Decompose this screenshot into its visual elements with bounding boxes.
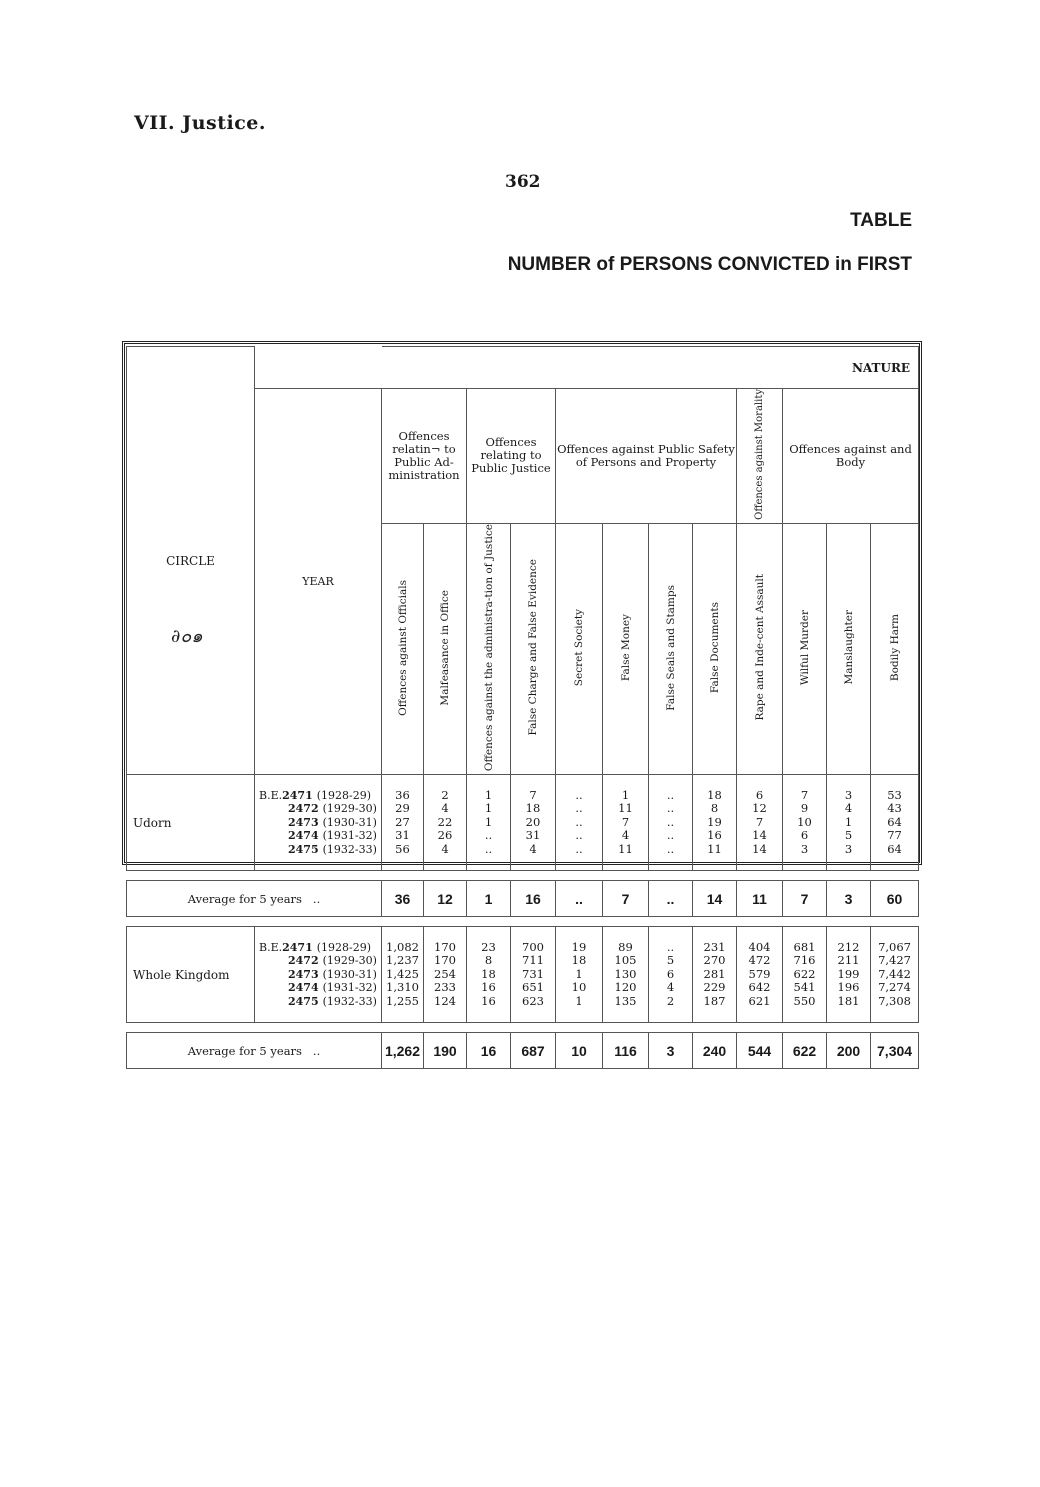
table-cell: ..: [575, 814, 583, 829]
table-cell: 4: [844, 801, 853, 816]
table-cell: 170: [434, 953, 456, 968]
table-cell: 541: [793, 980, 816, 995]
table-cell: 1: [575, 966, 583, 981]
year-line: [259, 843, 381, 857]
average-cell: 116: [603, 1033, 649, 1069]
table-cell: 43: [887, 801, 902, 816]
average-cell: 3: [827, 881, 871, 917]
table-cell: 27: [395, 814, 410, 829]
column-header-label: Rape and Inde-cent Assault: [753, 574, 766, 721]
table-cell: 18: [571, 953, 587, 968]
table-cell: 642: [748, 980, 771, 995]
group-body: Offences against and Body: [783, 389, 919, 524]
year-list: [255, 775, 382, 871]
year-line: [259, 829, 381, 843]
table-cell: 3: [800, 841, 809, 856]
table-cell: 5: [666, 953, 675, 968]
table-cell: 229: [703, 980, 726, 995]
column-header-label: Wilful Murder: [798, 609, 811, 685]
table-cell: 170: [434, 939, 456, 954]
table-cell: 124: [434, 993, 456, 1008]
year-line: [259, 802, 381, 816]
column-header-label: Secret Society: [573, 608, 585, 687]
column-header-label: False Documents: [708, 601, 721, 693]
year-year: 2475: [288, 994, 319, 1008]
table-cell: 3: [844, 841, 853, 856]
table-cell: 731: [522, 966, 544, 981]
average-label: Average for 5 years ..: [127, 881, 382, 917]
average-cell: 7: [603, 881, 649, 917]
average-cell: 14: [693, 881, 737, 917]
average-cell: 11: [737, 881, 783, 917]
table-cell: 2: [441, 787, 449, 802]
table-cell: 16: [707, 828, 722, 843]
table-cell: 1,255: [386, 993, 419, 1008]
table-cell: 29: [395, 801, 410, 816]
table-cell: 270: [703, 953, 726, 968]
group-public-safety: Offences against Public Safety of Persons and Property: [556, 389, 737, 524]
column-header: [783, 523, 827, 774]
table-cell: 9: [800, 801, 809, 816]
table-cell: 281: [703, 966, 726, 981]
table-cell: 6: [800, 828, 809, 843]
table-cell: 105: [614, 953, 637, 968]
value-column: [556, 775, 603, 871]
column-header: [693, 523, 737, 774]
year-prefix: B.E.: [259, 940, 283, 954]
column-header: [871, 523, 919, 774]
table-cell: 19: [707, 814, 722, 829]
year-range: (1931-32): [322, 981, 377, 995]
year-range: (1928-29): [316, 940, 372, 954]
table-cell: 199: [837, 966, 860, 981]
table-cell: 18: [707, 787, 722, 802]
column-header: [382, 523, 424, 774]
year-year: 2472: [288, 802, 319, 816]
table-cell: 579: [748, 966, 771, 981]
year-year: 2474: [288, 829, 319, 843]
table-cell: ..: [575, 787, 583, 802]
average-cell: 687: [511, 1033, 556, 1069]
table-cell: 1,237: [386, 953, 419, 968]
average-cell: 622: [783, 1033, 827, 1069]
year-year: 2471: [282, 940, 313, 954]
column-header-label: False Charge and False Evidence: [527, 559, 539, 736]
value-column: [467, 927, 511, 1023]
average-cell: 240: [693, 1033, 737, 1069]
column-header: [556, 523, 603, 774]
table-cell: 120: [614, 980, 637, 995]
table-cell: 711: [522, 953, 544, 968]
table-cell: 3: [844, 787, 853, 802]
group-public-justice: Offences relating to Public Justice: [467, 389, 556, 524]
group-morality: Offences against Morality: [753, 389, 765, 520]
column-header-label: False Money: [619, 613, 632, 681]
table-cell: 8: [710, 801, 719, 816]
table-cell: 19: [571, 939, 587, 954]
average-cell: 16: [511, 881, 556, 917]
table-cell: 130: [614, 966, 637, 981]
table-cell: 12: [752, 801, 767, 816]
table-cell: 31: [525, 828, 541, 843]
value-column: [827, 927, 871, 1023]
section-gap: [127, 1023, 919, 1033]
table-cell: 211: [837, 953, 860, 968]
year-prefix: B.E.: [259, 788, 283, 802]
table-cell: 20: [525, 814, 541, 829]
table-row: [127, 927, 919, 1023]
table-cell: 89: [618, 939, 633, 954]
year-header: YEAR: [255, 389, 382, 775]
year-year: 2473: [288, 967, 319, 981]
table-cell: ..: [484, 841, 493, 856]
table-cell: 681: [793, 939, 816, 954]
table-cell: 1,310: [386, 980, 419, 995]
column-header-label: Offences against the administra-tion of Justice: [482, 523, 495, 771]
year-line: [259, 968, 381, 982]
table-cell: 135: [614, 993, 637, 1008]
column-header: [603, 523, 649, 774]
year-line: [259, 995, 381, 1009]
table-cell: 53: [887, 787, 902, 802]
table-cell: 8: [484, 953, 493, 968]
table-cell: 7,067: [878, 939, 911, 954]
average-cell: 544: [737, 1033, 783, 1069]
table-cell: ..: [666, 841, 675, 856]
column-header: [467, 523, 511, 774]
value-column: [649, 775, 693, 871]
table-cell: ..: [666, 801, 675, 816]
average-cell: 1: [467, 881, 511, 917]
column-header: [649, 523, 693, 774]
table-cell: 7,427: [878, 953, 911, 968]
table-cell: 22: [437, 814, 453, 829]
table-cell: 2: [666, 993, 675, 1008]
table-cell: ..: [666, 787, 675, 802]
average-cell: 36: [382, 881, 424, 917]
table-cell: 31: [395, 828, 410, 843]
table-cell: 16: [481, 993, 496, 1008]
value-column: [871, 927, 919, 1023]
table-cell: ..: [666, 828, 675, 843]
table-cell: 18: [525, 801, 541, 816]
table-cell: 11: [618, 841, 633, 856]
year-range: (1930-31): [322, 815, 377, 829]
table-cell: 1: [575, 993, 583, 1008]
table-cell: ..: [666, 939, 675, 954]
table-cell: 4: [441, 801, 449, 816]
table-cell: 1: [844, 814, 853, 829]
section-gap: [127, 917, 919, 927]
table-row: [127, 775, 919, 871]
column-header: [827, 523, 871, 774]
table-label: TABLE: [850, 210, 912, 231]
table-cell: 14: [752, 828, 767, 843]
year-year: 2472: [288, 954, 319, 968]
table-cell: 231: [703, 939, 726, 954]
average-cell: 1,262: [382, 1033, 424, 1069]
table-cell: 7: [755, 814, 764, 829]
table-cell: 11: [618, 801, 633, 816]
value-column: [382, 775, 424, 871]
table-cell: 7,442: [878, 966, 911, 981]
value-column: [467, 775, 511, 871]
average-row: [127, 1033, 919, 1069]
circle-name: Whole Kingdom: [127, 927, 255, 1023]
year-range: (1929-30): [322, 954, 377, 968]
table-cell: 7: [529, 787, 537, 802]
column-header: [511, 523, 556, 774]
value-column: [424, 775, 467, 871]
table-cell: 64: [887, 814, 902, 829]
circle-header: CIRCLE: [127, 347, 255, 775]
table-cell: 550: [793, 993, 816, 1008]
table-cell: 1: [484, 814, 493, 829]
value-column: [783, 927, 827, 1023]
table-cell: 64: [887, 841, 902, 856]
column-header-label: Malfeasance in Office: [439, 589, 451, 706]
year-year: 2471: [282, 788, 313, 802]
year-line: [259, 981, 381, 995]
table-cell: ..: [575, 841, 583, 856]
table-cell: 77: [887, 828, 902, 843]
table-cell: 1,082: [386, 939, 419, 954]
table-cell: 212: [837, 939, 860, 954]
year-range: (1929-30): [322, 802, 377, 816]
column-header-label: Bodily Harm: [888, 613, 901, 681]
header-blank: [255, 347, 382, 389]
table-cell: 10: [571, 980, 587, 995]
convictions-table: [126, 346, 919, 1069]
year-range: (1931-32): [322, 829, 377, 843]
table-cell: 7: [621, 814, 630, 829]
table-cell: 623: [522, 993, 544, 1008]
column-header: [424, 523, 467, 774]
average-cell: 12: [424, 881, 467, 917]
year-line: [259, 816, 381, 830]
table-cell: 18: [481, 966, 496, 981]
table-cell: 14: [752, 841, 767, 856]
table-cell: 651: [522, 980, 544, 995]
table-cell: 404: [748, 939, 771, 954]
table-cell: ..: [484, 828, 493, 843]
table-cell: 700: [522, 939, 544, 954]
table-cell: 716: [793, 953, 816, 968]
table-cell: 6: [755, 787, 764, 802]
average-cell: 10: [556, 1033, 603, 1069]
average-cell: 7: [783, 881, 827, 917]
table-cell: 254: [434, 966, 456, 981]
circle-name: Udorn: [127, 775, 255, 871]
average-label: Average for 5 years ..: [127, 1033, 382, 1069]
year-line: [259, 941, 381, 955]
table-cell: 4: [441, 841, 449, 856]
table-cell: 36: [395, 787, 410, 802]
table-cell: 16: [481, 980, 496, 995]
table-cell: 4: [621, 828, 630, 843]
nature-header: NATURE: [382, 347, 919, 389]
table-cell: 23: [481, 939, 496, 954]
average-cell: 190: [424, 1033, 467, 1069]
table-cell: 7,308: [878, 993, 911, 1008]
page-number: 362: [505, 172, 541, 192]
year-line: [259, 789, 381, 803]
table-cell: 472: [748, 953, 771, 968]
table-cell: 1: [621, 787, 630, 802]
column-header-label: Offences against Officials: [396, 579, 409, 716]
year-year: 2473: [288, 815, 319, 829]
average-cell: 3: [649, 1033, 693, 1069]
table-cell: 1,425: [386, 966, 419, 981]
year-range: (1932-33): [322, 994, 377, 1008]
table-cell: 7: [800, 787, 809, 802]
table-cell: 181: [837, 993, 860, 1008]
table-cell: ..: [666, 814, 675, 829]
table-cell: 5: [844, 828, 853, 843]
column-header-label: Manslaughter: [842, 610, 855, 685]
table-cell: 10: [797, 814, 812, 829]
value-column: [871, 775, 919, 871]
value-column: [693, 927, 737, 1023]
table-cell: 26: [437, 828, 453, 843]
table-cell: ..: [575, 801, 583, 816]
value-column: [603, 775, 649, 871]
table-cell: 7,274: [878, 980, 911, 995]
year-range: (1928-29): [316, 788, 372, 802]
year-list: [255, 927, 382, 1023]
average-row: [127, 881, 919, 917]
table-title: NUMBER of PERSONS CONVICTED in FIRST: [507, 254, 912, 275]
section-heading: VII. Justice.: [134, 112, 267, 134]
value-column: [511, 775, 556, 871]
average-cell: 7,304: [871, 1033, 919, 1069]
value-column: [556, 927, 603, 1023]
table-cell: 187: [703, 993, 726, 1008]
table-cell: 233: [434, 980, 456, 995]
column-header-label: False Seals and Stamps: [664, 584, 677, 711]
table-cell: 621: [748, 993, 771, 1008]
table-cell: 196: [837, 980, 860, 995]
value-column: [382, 927, 424, 1023]
average-cell: 16: [467, 1033, 511, 1069]
year-range: (1930-31): [322, 967, 377, 981]
average-cell: ..: [649, 881, 693, 917]
table-cell: 56: [395, 841, 410, 856]
value-column: [737, 775, 783, 871]
year-range: (1932-33): [322, 842, 377, 856]
table-cell: 6: [666, 966, 675, 981]
value-column: [737, 927, 783, 1023]
table-cell: 4: [529, 841, 537, 856]
value-column: [603, 927, 649, 1023]
average-cell: 60: [871, 881, 919, 917]
average-cell: ..: [556, 881, 603, 917]
average-cell: 200: [827, 1033, 871, 1069]
year-year: 2474: [288, 981, 319, 995]
year-year: 2475: [288, 842, 319, 856]
table-cell: 11: [707, 841, 722, 856]
table-cell: 1: [484, 787, 493, 802]
year-line: [259, 954, 381, 968]
section-gap: [127, 871, 919, 881]
group-public-administration: Offences relatin¬ to Public Ad-ministration: [382, 389, 467, 524]
value-column: [783, 775, 827, 871]
value-column: [693, 775, 737, 871]
value-column: [511, 927, 556, 1023]
table-cell: ..: [575, 828, 583, 843]
value-column: [827, 775, 871, 871]
value-column: [424, 927, 467, 1023]
margin-note: ∂๐๑: [171, 626, 203, 647]
table-cell: 1: [484, 801, 493, 816]
table-cell: 622: [793, 966, 816, 981]
value-column: [649, 927, 693, 1023]
column-header: [737, 523, 783, 774]
table-cell: 4: [666, 980, 675, 995]
